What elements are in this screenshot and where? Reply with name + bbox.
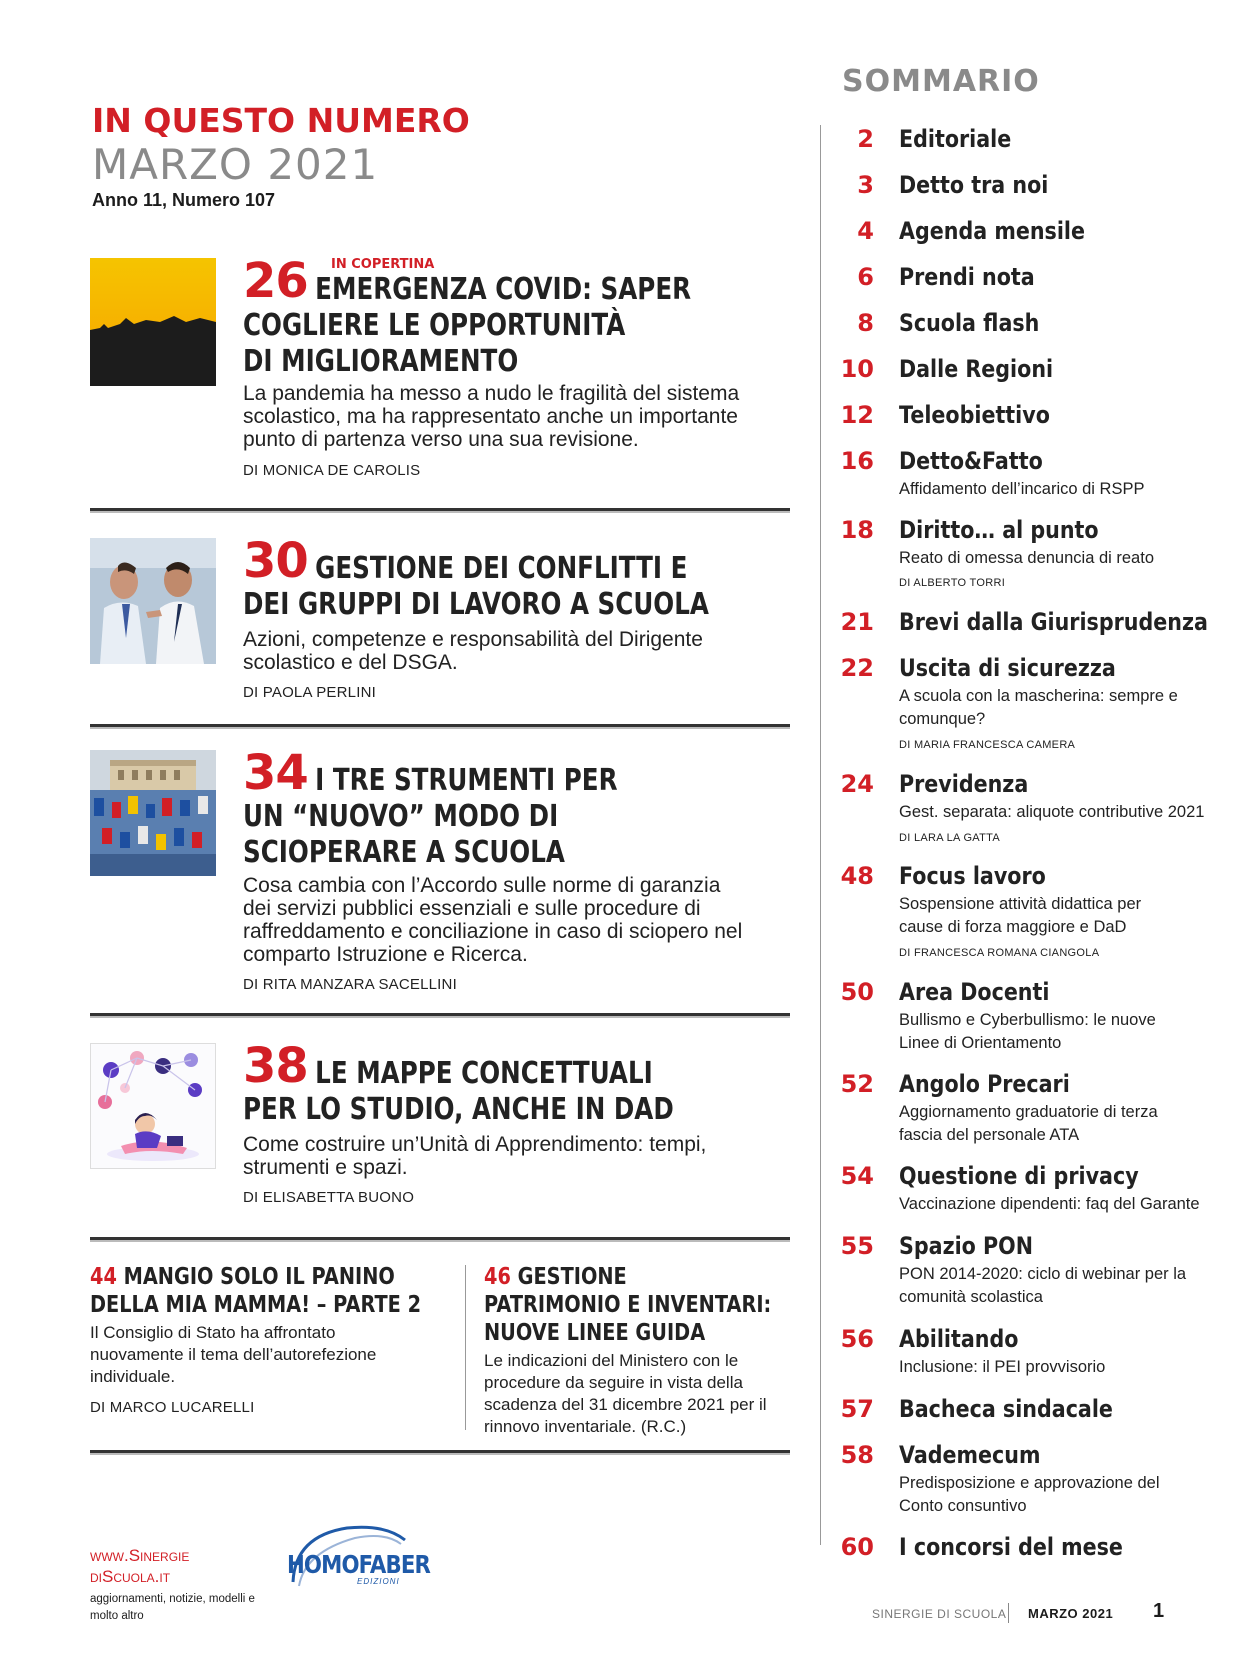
- sommario-title-text: Angolo Precari: [899, 1070, 1070, 1098]
- sommario-subtitle: Reato di omessa denuncia di reato: [899, 549, 1154, 567]
- sommario-page: 57: [840, 1395, 874, 1423]
- site-line: www.Sinergie: [90, 1546, 190, 1565]
- desc-line: comparto Istruzione e Ricerca.: [243, 943, 528, 966]
- sommario-subtitle: Gest. separata: aliquote contributive 2021: [899, 803, 1205, 821]
- title-text: MANGIO SOLO IL PANINO: [123, 1264, 395, 1290]
- article-page-number: 44: [90, 1264, 117, 1290]
- title-line: DI MIGLIORAMENTO: [243, 344, 519, 379]
- magazine-name: SINERGIE DI SCUOLA: [872, 1607, 1007, 1621]
- desc-line: scadenza del 31 dicembre 2021 per il: [484, 1395, 767, 1414]
- feature-kicker: IN COPERTINA: [331, 257, 435, 272]
- title-line: [90, 1263, 395, 1291]
- sommario-page: 8: [857, 309, 874, 337]
- title-line: DELLA MIA MAMMA! – PARTE 2: [90, 1292, 422, 1318]
- website-link[interactable]: [90, 1545, 189, 1587]
- title-line: EMERGENZA COVID: SAPER: [315, 272, 692, 307]
- sommario-page: 3: [857, 171, 874, 199]
- sommario-subtitle: Bullismo e Cyberbullismo: le nuove Linee di Orientamento: [899, 1011, 1156, 1052]
- divider: [90, 1237, 790, 1240]
- desc-line: procedure da seguire in vista della: [484, 1373, 743, 1392]
- desc-line: raffreddamento e conciliazione in caso di sciopero nel: [243, 920, 743, 943]
- feature-title[interactable]: [243, 1056, 783, 1128]
- sommario-title-text: Diritto… al punto: [899, 516, 1099, 544]
- sommario-title: SOMMARIO: [842, 64, 1040, 99]
- desc-line: punto di partenza verso una sua revisione.: [243, 428, 639, 451]
- column-divider: [465, 1265, 466, 1430]
- image-protest-crowd[interactable]: [90, 750, 216, 876]
- divider: [90, 1013, 790, 1016]
- sommario-title-text: Editoriale: [899, 125, 1012, 153]
- title-line: PATRIMONIO E INVENTARI:: [484, 1292, 772, 1318]
- issue-heading: IN QUESTO NUMERO: [92, 101, 470, 140]
- divider: [90, 1450, 790, 1453]
- title-line: SCIOPERARE A SCUOLA: [243, 835, 565, 870]
- article-page-number: 46: [484, 1264, 511, 1290]
- sommario-page: 18: [840, 516, 874, 544]
- sommario-page: 55: [840, 1232, 874, 1260]
- sommario-page: 21: [840, 608, 874, 636]
- footer-month: MARZO 2021: [1028, 1606, 1114, 1621]
- title-line: I TRE STRUMENTI PER: [315, 763, 618, 798]
- image-conflict[interactable]: [90, 538, 216, 664]
- sommario-page: 6: [857, 263, 874, 291]
- desc-line: Il Consiglio di Stato ha affrontato: [90, 1323, 336, 1342]
- feature-title[interactable]: [243, 763, 783, 871]
- desc-line: Azioni, competenze e responsabilità del Dirigente: [243, 628, 703, 651]
- sommario-title-text: Previdenza: [899, 770, 1029, 798]
- sommario-page: 52: [840, 1070, 874, 1098]
- title-line: LE MAPPE CONCETTUALI: [315, 1056, 653, 1091]
- feature-title[interactable]: [243, 272, 783, 380]
- homofaber-logo: [285, 1522, 431, 1600]
- sommario-page: 22: [840, 654, 874, 682]
- sommario-title-text: Focus lavoro: [899, 862, 1046, 890]
- feature-page-number: 30: [243, 533, 308, 589]
- sommario-subtitle: Sospensione attività didattica per cause di forza maggiore e DaD: [899, 895, 1142, 936]
- sommario-title-text: Dalle Regioni: [899, 355, 1054, 383]
- sommario-author: DI FRANCESCA ROMANA CIANGOLA: [899, 947, 1100, 959]
- sommario-title-text: Teleobiettivo: [899, 401, 1050, 429]
- sommario-author: DI ALBERTO TORRI: [899, 577, 1006, 589]
- sommario-page: 54: [840, 1162, 874, 1190]
- sommario-title-text: Detto tra noi: [899, 171, 1049, 199]
- sommario-author: DI MARIA FRANCESCA CAMERA: [899, 739, 1076, 751]
- sommario-page: 56: [840, 1325, 874, 1353]
- desc-line: dei servizi pubblici essenziali e sulle procedure di: [243, 897, 701, 920]
- sommario-page: 48: [840, 862, 874, 890]
- desc-line: Le indicazioni del Ministero con le: [484, 1351, 739, 1370]
- feature-description: [243, 874, 742, 966]
- sommario-page: 10: [840, 355, 874, 383]
- sommario-title-text: Vademecum: [899, 1441, 1041, 1469]
- sommario-subtitle: A scuola con la mascherina: sempre e comunque?: [899, 687, 1178, 728]
- website-tagline: aggiornamenti, notizie, modelli e molto altro: [90, 1593, 255, 1622]
- sommario-subtitle: Inclusione: il PEI provvisorio: [899, 1358, 1106, 1376]
- site-line: diScuola.it: [90, 1567, 171, 1586]
- sommario-title-text: Prendi nota: [899, 263, 1035, 291]
- desc-line: rinnovo inventariale. (R.C.): [484, 1417, 687, 1436]
- sommario-title-text: Area Docenti: [899, 978, 1050, 1006]
- feature-page-number: 26: [243, 253, 308, 309]
- sommario-page: 60: [840, 1533, 874, 1561]
- divider: [90, 724, 790, 727]
- feature-author: DI ELISABETTA BUONO: [243, 1189, 415, 1206]
- feature-description: [243, 382, 739, 451]
- desc-line: scolastico, ma ha rappresentato anche un importante: [243, 405, 738, 428]
- sommario-page: 24: [840, 770, 874, 798]
- desc-line: individuale.: [90, 1367, 176, 1386]
- sommario-title-text: Brevi dalla Giurisprudenza: [899, 608, 1208, 636]
- title-line: NUOVE LINEE GUIDA: [484, 1320, 706, 1346]
- sommario-title-text: Agenda mensile: [899, 217, 1085, 245]
- desc-line: La pandemia ha messo a nudo le fragilità del sistema: [243, 382, 740, 405]
- divider: [90, 508, 790, 511]
- sommario-subtitle: PON 2014-2020: ciclo di webinar per la comunità scolastica: [899, 1265, 1187, 1306]
- sommario-title-text: Scuola flash: [899, 309, 1040, 337]
- sommario-title-text: I concorsi del mese: [899, 1533, 1123, 1561]
- sommario-title-text: Spazio PON: [899, 1232, 1033, 1260]
- title-line: [484, 1263, 753, 1291]
- sommario-page: 2: [857, 125, 874, 153]
- title-line: PER LO STUDIO, ANCHE IN DAD: [243, 1092, 674, 1127]
- feature-description: [243, 1133, 706, 1179]
- sommario-page: 16: [840, 447, 874, 475]
- sommario-title-text: Bacheca sindacale: [899, 1395, 1113, 1423]
- feature-page-number: 34: [243, 745, 308, 801]
- sommario-page: 4: [857, 217, 874, 245]
- issue-date: MARZO 2021: [92, 140, 379, 189]
- article-title[interactable]: [484, 1263, 804, 1347]
- title-line: COGLIERE LE OPPORTUNITÀ: [243, 308, 626, 343]
- logo-text: HOMOFABER: [287, 1550, 431, 1579]
- feature-title[interactable]: [243, 551, 783, 623]
- sommario-subtitle: Aggiornamento graduatorie di terza fascia del personale ATA: [899, 1103, 1158, 1144]
- logo-subtext: EDIZIONI: [357, 1577, 400, 1586]
- desc-line: nuovamente il tema dell’autorefezione: [90, 1345, 377, 1364]
- article-author: DI MARCO LUCARELLI: [90, 1399, 255, 1416]
- sommario-author: DI LARA LA GATTA: [899, 832, 1000, 844]
- title-line: UN “NUOVO” MODO DI: [243, 799, 559, 834]
- feature-author: DI MONICA DE CAROLIS: [243, 462, 421, 479]
- sommario-title-text: Detto&Fatto: [899, 447, 1043, 475]
- feature-page-number: 38: [243, 1038, 308, 1094]
- page-number: 1: [1153, 1600, 1165, 1622]
- article-title[interactable]: [90, 1263, 450, 1319]
- article-description: [90, 1322, 376, 1388]
- cover-image-covid[interactable]: [90, 258, 216, 386]
- issue-number: Anno 11, Numero 107: [92, 190, 276, 210]
- image-concept-map-illustration[interactable]: [90, 1043, 216, 1169]
- sommario-title-text: Uscita di sicurezza: [899, 654, 1116, 682]
- title-text: GESTIONE: [517, 1264, 627, 1290]
- title-line: DEI GRUPPI DI LAVORO A SCUOLA: [243, 587, 709, 622]
- title-line: GESTIONE DEI CONFLITTI E: [315, 551, 688, 586]
- sommario-title-text: Questione di privacy: [899, 1162, 1139, 1190]
- feature-description: [243, 628, 703, 674]
- sommario-subtitle: Affidamento dell’incarico di RSPP: [899, 480, 1145, 498]
- desc-line: Come costruire un’Unità di Apprendimento: tempi,: [243, 1133, 707, 1156]
- sommario-subtitle: Predisposizione e approvazione del Conto consuntivo: [899, 1474, 1160, 1515]
- feature-author: DI PAOLA PERLINI: [243, 684, 376, 701]
- sommario-page: 50: [840, 978, 874, 1006]
- desc-line: Cosa cambia con l’Accordo sulle norme di garanzia: [243, 874, 721, 897]
- desc-line: strumenti e spazi.: [243, 1156, 408, 1179]
- footer-separator: [1008, 1603, 1009, 1623]
- desc-line: scolastico e del DSGA.: [243, 651, 458, 674]
- sommario-page: 12: [840, 401, 874, 429]
- sommario-page: 58: [840, 1441, 874, 1469]
- sommario-title-text: Abilitando: [899, 1325, 1019, 1353]
- sommario-subtitle: Vaccinazione dipendenti: faq del Garante: [899, 1195, 1200, 1213]
- article-description: [484, 1350, 767, 1438]
- feature-author: DI RITA MANZARA SACELLINI: [243, 976, 457, 993]
